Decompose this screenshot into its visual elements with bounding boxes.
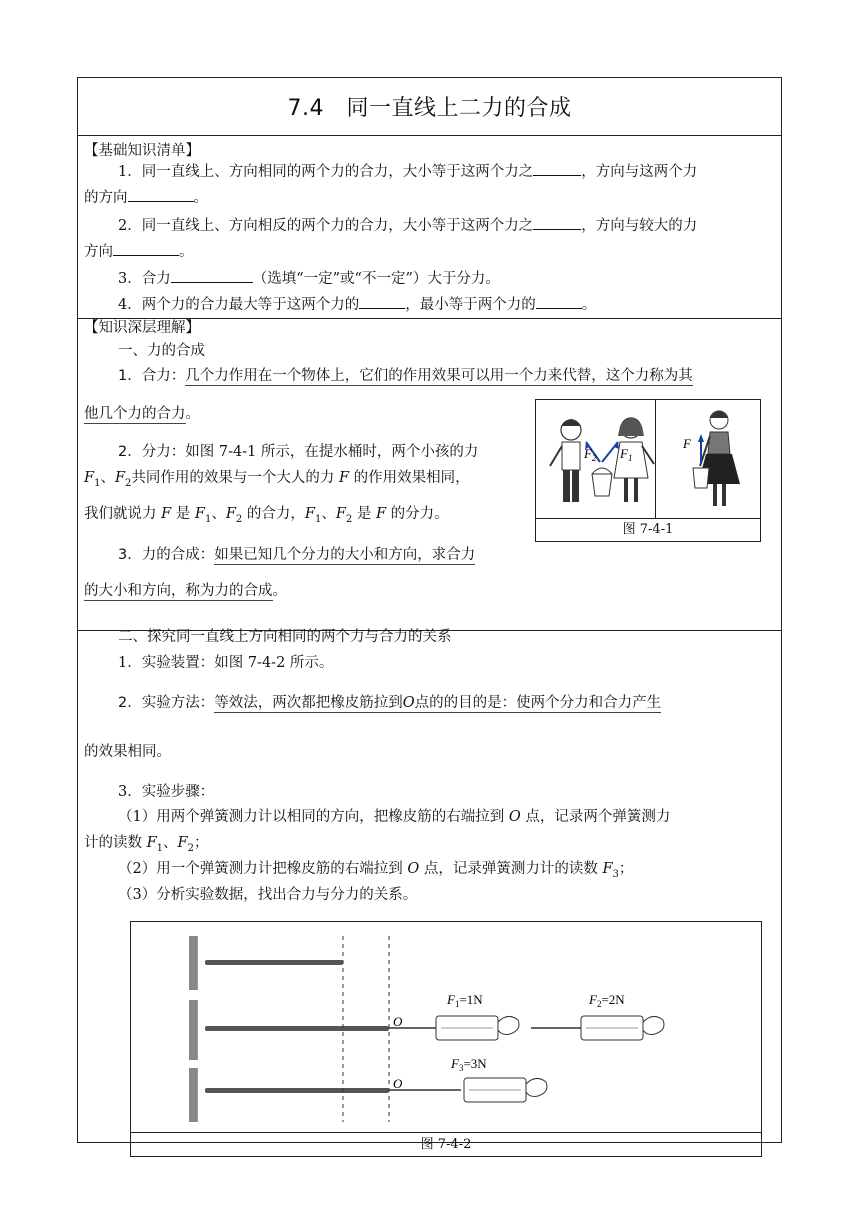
item-1: 1．同一直线上、方向相同的两个力的合力，大小等于这两个力之 ，方向与这两个力 bbox=[118, 161, 697, 182]
answer-blank[interactable] bbox=[359, 294, 405, 309]
figure-7-4-2 bbox=[130, 921, 762, 1157]
answer-blank[interactable] bbox=[171, 268, 253, 283]
def-component-force: 2．分力：如图 7-4-1 所示，在提水桶时，两个小孩的力 bbox=[118, 444, 479, 460]
label-o-point: O bbox=[393, 1014, 403, 1029]
label-f2-value: $F_2=2N$ bbox=[589, 992, 625, 1009]
label-f3-value: $F_3=3N$ bbox=[451, 1056, 487, 1073]
def-resultant-force-cont: 他几个力的合力。 bbox=[84, 406, 200, 422]
def-force-composition-cont: 的大小和方向，称为力的合成。 bbox=[84, 583, 287, 599]
item-4: 4．两个力的合力最大等于这两个力的 ，最小等于两个力的 。 bbox=[118, 294, 596, 315]
label-o-point: O bbox=[393, 1076, 403, 1091]
worksheet bbox=[77, 77, 782, 1152]
figure-7-4-1 bbox=[535, 399, 761, 542]
label-f: F bbox=[683, 436, 691, 451]
item-2-cont: 方向 。 bbox=[84, 241, 194, 262]
rubber-band-experiment-diagram bbox=[131, 922, 761, 1132]
item-1-cont: 的方向 。 bbox=[84, 187, 208, 208]
label-f2: $F_2$ bbox=[584, 446, 597, 463]
label-f1-value: $F_1=1N$ bbox=[447, 992, 483, 1009]
step-1-cont: 计的读数 $F_1$、$F_2$； bbox=[84, 835, 209, 854]
step-3: （3）分析实验数据，找出合力与分力的关系。 bbox=[118, 887, 418, 903]
experiment-method-cont: 的效果相同。 bbox=[84, 744, 171, 760]
experiment-method: 2．实验方法：等效法，两次都把橡皮筋拉到O点的的目的是：使两个分力和合力产生 bbox=[118, 695, 662, 711]
item-2: 2．同一直线上、方向相反的两个力的合力，大小等于这两个力之 ，方向与较大的力 bbox=[118, 215, 697, 236]
answer-blank[interactable] bbox=[536, 294, 582, 309]
def-component-force-line2: $F_1$、$F_2$共同作用的效果与一个大人的力 F 的作用效果相同， bbox=[84, 470, 470, 489]
item-3: 3．合力 （选填“一定”或“不一定”）大于分力。 bbox=[118, 268, 500, 289]
figure-caption: 图 7-4-1 bbox=[622, 522, 674, 537]
answer-blank[interactable] bbox=[533, 161, 581, 176]
section-header: 【基础知识清单】 bbox=[84, 143, 200, 159]
subheading-force-composition: 一、力的合成 bbox=[118, 343, 205, 359]
def-component-force-line3: 我们就说力 F 是 $F_1$、$F_2$ 的合力，$F_1$、$F_2$ 是 F 的分力。 bbox=[84, 506, 449, 525]
figure-illustrations bbox=[536, 400, 760, 519]
section-header: 【知识深层理解】 bbox=[84, 320, 200, 336]
answer-blank[interactable] bbox=[113, 241, 179, 256]
figure-caption: 图 7-4-2 bbox=[131, 1132, 761, 1157]
step-2: （2）用一个弹簧测力计把橡皮筋的右端拉到 O 点，记录弹簧测力计的读数 $F_3$； bbox=[118, 861, 634, 880]
page-title: 7.4 同一直线上二力的合成 bbox=[78, 78, 781, 136]
deep-understanding-section bbox=[78, 319, 781, 631]
label-f1: $F_1$ bbox=[620, 446, 633, 463]
answer-blank[interactable] bbox=[533, 215, 581, 230]
answer-blank[interactable] bbox=[128, 187, 194, 202]
def-resultant-force: 1．合力：几个力作用在一个物体上，它们的作用效果可以用一个力来代替，这个力称为其 bbox=[118, 368, 693, 384]
experiment-apparatus: 1．实验装置：如图 7-4-2 所示。 bbox=[118, 655, 334, 671]
def-force-composition: 3．力的合成：如果已知几个分力的大小和方向，求合力 bbox=[118, 547, 476, 563]
step-1: （1）用两个弹簧测力计以相同的方向，把橡皮筋的右端拉到 O 点，记录两个弹簧测力 bbox=[118, 809, 671, 825]
experiment-steps-heading: 3．实验步骤： bbox=[118, 784, 215, 800]
subheading-experiment: 二、探究同一直线上方向相同的两个力与合力的关系 bbox=[118, 629, 452, 645]
bucket-carrying-illustration bbox=[536, 400, 760, 518]
basic-knowledge-section bbox=[78, 135, 781, 319]
